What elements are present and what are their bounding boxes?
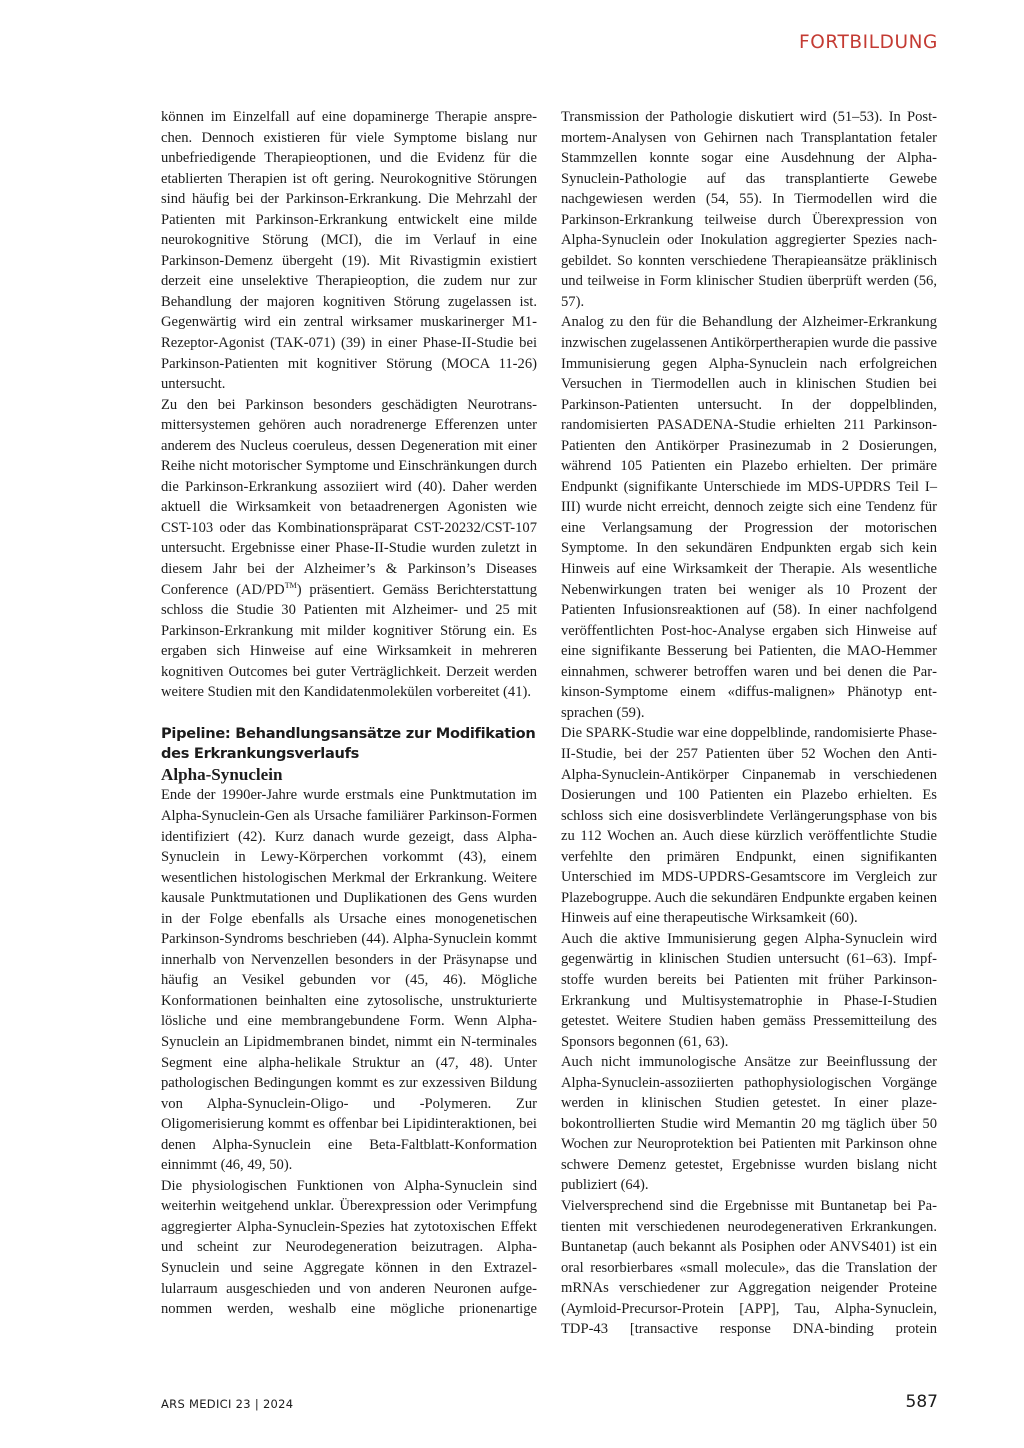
paragraph: können im Einzelfall auf eine dopaminerge Therapie ansprechen. Dennoch existieren für viele Symptome bislang nur unbefriedigende Therapieoptionen, und die Evidenz für die etablierten Therapien ist oft gering. Neurokognitive Störungen sind häufig bei der Parkinson-Erkrankung. Die Mehrzahl der Patienten mit Parkinson-Erkrankung entwickelt eine milde neurokognitive Störung (MCI), die im Verlauf in eine Parkinson-Demenz übergeht (19). Mit Rivastigmin existiert derzeit eine unselektive Therapieoption, die zudem nur zur Behandlung der majoren kognitiven Störung zugelassen ist. Gegenwärtig wird ein zentral wirksamer muskarinerger M1-Rezeptor-Agonist (TAK-071) (39) in einer Phase-II-Studie bei Parkinson-Patienten mit kognitiver Störung (MOCA 11-26) untersucht. [161, 109, 537, 393]
left-column [161, 107, 537, 1320]
section-heading: Pipeline: Behandlungsansätze zur Modifikation des Erkrankungsverlaufs [161, 724, 536, 763]
page-number: 587 [905, 1392, 938, 1412]
paragraph: Analog zu den für die Behandlung der Alzheimer-Erkrankung inzwischen zugelassenen Antikörpertherapien wurde die passive Immunisierung gegen Alpha-Synuclein nach erfolgreichen Versuchen in Tiermodellen auch in klinischen Studien bei Parkinson-Patienten untersucht. In der doppelblinden, randomisierten PASADENA-Studie erhielten 211 Parkinson-Patienten den Antikörper Prasinezumab in 2 Dosierungen, während 105 Patienten ein Plazebo erhielten. Der primäre Endpunkt (signifikante Unterschiede im MDS-UPDRS Teil I–III) wurde nicht erreicht, dennoch zeigte sich eine Tendenz für eine Verlangsamung der Progression der motorischen Symptome. In den sekundären Endpunkten ergab sich kein Hinweis auf eine Wirksamkeit der Therapie. Als wesentliche Nebenwirkungen traten bei weniger als 10 Prozent der Patienten Infusionsreaktionen auf (58). In einer nachfolgend veröffentlichten Post-hoc-Analyse ergaben sich Hinweise auf eine signifikante Besserung bei Patienten, die MAO-Hemmer einnahmen, schwerer betroffen waren und bei denen die Parkinson-Symptome einem «diffus-malignen» Phänotyp entsprachen (59). [561, 314, 937, 721]
paragraph-text: ) präsentiert. Gemäss Berichterstattung schloss die Studie 30 Patienten mit Alzheimer- und 25 mit Parkinson-Erkrankung mit milder kognitiver Störung ein. Es ergaben sich Hinweise auf eine Wirksamkeit in mehreren kognitiven Outcomes bei guter Verträglichkeit. Derzeit werden weitere Studien mit den Kandidatenmolekülen vorbereitet (41). [161, 581, 537, 701]
paragraph: Ende der 1990er-Jahre wurde erstmals eine Punktmutation im Alpha-Synuclein-Gen als Ursache familiärer Parkinson-Formen identifiziert (42). Kurz danach wurde gezeigt, dass Alpha-Synuclein in Lewy-Körperchen vorkommt (43), einem wesentlichen histologischen Merkmal der Erkrankung. Weitere kausale Punktmutationen und Duplikationen des Gens wurden in der Folge ebenfalls als Ursache eines monogenetischen Parkinson-Syndroms beschrieben (44). Alpha-Synuclein kommt innerhalb von Nervenzellen besonders in der Präsynapse und häufig an Vesikel gebunden vor (45, 46). Mögliche Konformationen beinhalten eine zytosolische, unstrukturierte lösliche und eine membrangebundene Form. Wenn Alpha-Synuclein an Lipidmembranen bindet, nimmt ein N-terminales Segment eine alpha-helikale Struktur an (47, 48). Unter pathologischen Bedingungen kommt es zur exzessiven Bildung von Alpha-Synuclein-Oligo- und -Polymeren. Zur Oligomerisierung kommt es offenbar bei Lipidinteraktionen, bei denen Alpha-Synuclein eine Beta-Faltblatt-Konformation einnimmt (46, 49, 50). [161, 787, 537, 1174]
paragraph: Die SPARK-Studie war eine doppelblinde, randomisierte Phase-II-Studie, bei der 257 Patienten über 52 Wochen den Anti-Alpha-Synuclein-Antikörper Cinpanemab in verschiedenen Dosierungen und 100 Patienten ein Plazebo erhielten. Es schloss sich eine dosisverblindete Verlängerungsphase von bis zu 112 Wochen an. Auch diese kürzlich veröffentlichte Studie verfehlte den primären Endpunkt, einen signifikanten Unterschied im MDS-UPDRS-Gesamtscore im Vergleich zur Plazebogruppe. Auch die sekundären Endpunkte ergaben keinen Hinweis auf eine therapeutische Wirksamkeit (60). [561, 725, 937, 927]
paragraph: Vielversprechend sind die Ergebnisse mit Buntanetap bei Patienten mit verschiedenen neurodegenerativen Erkrankungen. Buntanetap (auch bekannt als Posiphen oder ANVS401) ist ein oral resorbierbares «small molecule», das die Translation der mRNAs verschiedener zur Aggregation neigender Proteine (Aymloid-Precursor-Protein [APP], Tau, Alpha-Synuclein, TDP-43 [transactive response DNA-binding protein [561, 1197, 937, 1338]
section-label: FORTBILDUNG [798, 32, 938, 53]
paragraph-text: Zu den bei Parkinson besonders geschädigten Neurotransmittersystemen gehören auch noradrenerge Efferenzen unter anderem des Nucleus coeruleus, dessen Degeneration mit einer Reihe nicht motorischer Symptome und Einschränkungen durch die Parkinson-Erkrankung assoziiert wird (40). Daher werden aktuell die Wirksamkeit von betaadrenergen Agonisten wie CST-103 oder das Kombinationspräparat CST-20232/CST-107 untersucht. Ergebnisse einer Phase-II-Studie wurden zuletzt in diesem Jahr bei der Alzheimer’s & Parkinson’s Diseases Conference (AD/PD [161, 396, 537, 598]
paragraph [161, 395, 537, 703]
subsection-heading: Alpha-Synuclein [161, 764, 283, 784]
paragraph: Auch die aktive Immunisierung gegen Alpha-Synuclein wird gegenwärtig in klinischen Studien untersucht (61–63). Impfstoffe wurden bereits bei Patienten mit früher Parkinson-Erkrankung und Multisystematrophie in Phase-I-Studien getestet. Weitere Studien haben gemäss Pressemitteilung des Sponsors begonnen (61, 63). [561, 930, 937, 1050]
right-column [561, 107, 937, 1340]
paragraph: Die physiologischen Funktionen von Alpha-Synuclein sind weiterhin weitgehend unklar. Überexpression oder Verimpfung aggregierter Alpha-Synuclein-Spezies hat zytotoxischen Effekt und scheint zur Neurodegeneration beizutragen. Alpha-Synuclein und seine Aggregate können in den Extrazellularraum ausgeschieden und von anderen Neuronen aufgenommen werden, weshalb eine mögliche prionenartige [161, 1177, 537, 1318]
trademark-superscript: TM [284, 580, 297, 590]
paragraph: Auch nicht immunologische Ansätze zur Beeinflussung der Alpha-Synuclein-assoziierten pathophysiologischen Vorgänge werden in klinischen Studien getestet. In einer plazebokontrollierten Studie wird Memantin 20 mg täglich über 50 Wochen zur Neuroprotektion bei Patienten mit Parkinson ohne schwere Demenz getestet, Ergebnisse wurden bislang nicht publiziert (64). [561, 1054, 937, 1194]
journal-issue: ARS MEDICI 23 | 2024 [161, 1397, 294, 1411]
paragraph: Transmission der Pathologie diskutiert wird (51–53). In Post-mortem-Analysen von Gehirnen nach Transplantation fetaler Stammzellen konnte sogar eine Ausdehnung der Alpha-Synuclein-Pathologie auf das transplantierte Gewebe nachgewiesen werden (54, 55). In Tiermodellen wird die Parkinson-Erkrankung teilweise durch Überexpression von Alpha-Synuclein oder Inokulation aggregierter Spezies nachgebildet. So konnten verschiedene Therapieansätze präklinisch und teilweise in Form klinischer Studien überprüft werden (56, 57). [561, 109, 937, 310]
